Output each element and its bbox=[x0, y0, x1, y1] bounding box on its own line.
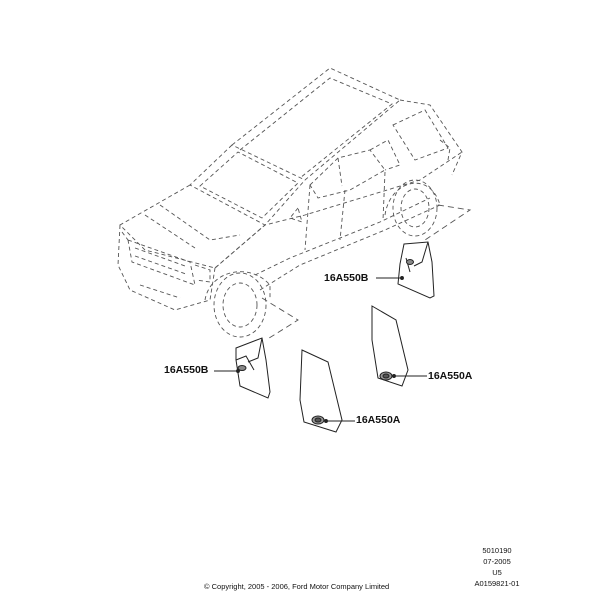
mudflap-16A550A-center bbox=[300, 350, 342, 432]
reference-illustration-id: A0159821-01 bbox=[474, 579, 520, 588]
copyright-notice: © Copyright, 2005 - 2006, Ford Motor Company Limited bbox=[204, 582, 390, 591]
reference-code: 5010190 bbox=[482, 546, 512, 555]
part-label-16A550A-center: 16A550A bbox=[356, 414, 401, 426]
reference-date: 07-2005 bbox=[483, 557, 511, 566]
mudflap-16A550B-left bbox=[236, 338, 270, 398]
mudflap-16A550B-right bbox=[398, 242, 434, 298]
reference-block bbox=[452, 545, 542, 589]
vehicle-outline bbox=[118, 68, 462, 337]
part-label-16A550A-right: 16A550A bbox=[428, 370, 473, 382]
mudflap-16A550A-right bbox=[372, 306, 408, 386]
part-label-16A550B-right: 16A550B bbox=[324, 272, 369, 284]
part-label-16A550B-left: 16A550B bbox=[164, 364, 209, 376]
reference-model: U5 bbox=[492, 568, 502, 577]
